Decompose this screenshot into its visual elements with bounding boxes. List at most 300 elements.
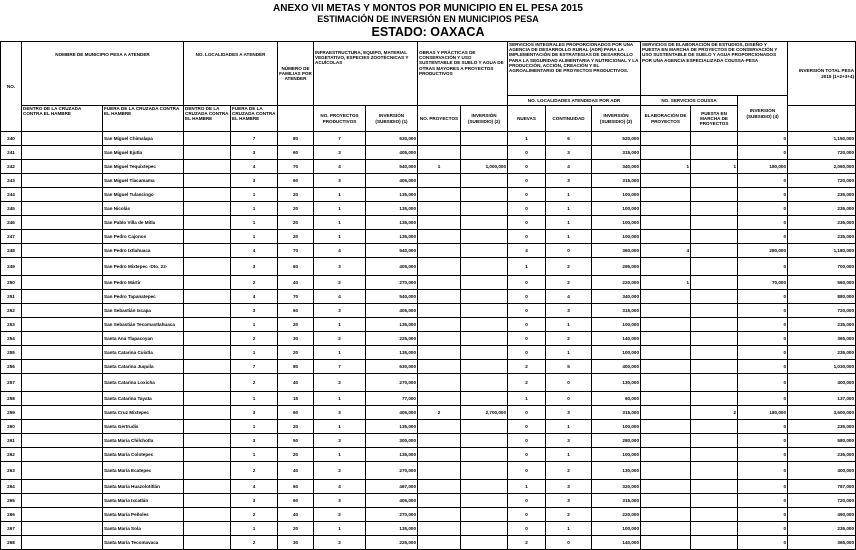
cell-investment-4: 0 bbox=[738, 536, 788, 550]
cell-investment-2: 2,700,000 bbox=[461, 406, 508, 420]
cell-investment-4: 0 bbox=[738, 146, 788, 160]
cell-loc-outside: 3 bbox=[231, 258, 278, 276]
cell-municipality: Santa María Tecomavaca bbox=[103, 536, 184, 550]
cell-new: 1 bbox=[508, 132, 546, 146]
cell-elaboration bbox=[641, 522, 691, 536]
cell-loc-outside: 1 bbox=[231, 346, 278, 360]
cell-total: 365,000 bbox=[788, 332, 856, 346]
cell-projects bbox=[418, 276, 461, 290]
cell-no: 259 bbox=[1, 406, 22, 420]
cell-elaboration bbox=[641, 132, 691, 146]
cell-investment-3: 315,000 bbox=[592, 146, 641, 160]
cell-investment-1: 225,000 bbox=[366, 536, 418, 550]
cell-municipality: Santa Catarina Cuixtla bbox=[103, 346, 184, 360]
table-row bbox=[1, 304, 856, 318]
cell-start-up bbox=[691, 346, 738, 360]
cell-investment-4: 0 bbox=[738, 346, 788, 360]
header-integral-services: SERVICIOS INTEGRALES PROPORCIONADOS POR UNA AGENCIA DE DESARROLLO RURAL (ADR) PARA LA IMPLEMENTACIÓN DE ESTRATEGIAS DE DESARROLLO PARA LA SEGURIDAD ALIMENTARIA Y NUTRICIONAL Y LA PRODUCCIÓN, ACCIÓN, CREACIÓN Y EL AGROALIMENTARIO DE PROYECTOS PRODUCTIVOS. bbox=[508, 42, 641, 96]
cell-start-up bbox=[691, 392, 738, 406]
cell-projects bbox=[418, 494, 461, 508]
cell-elaboration bbox=[641, 304, 691, 318]
cell-continuity: 1 bbox=[546, 230, 592, 244]
cell-investment-2 bbox=[461, 508, 508, 522]
cell-investment-1: 405,000 bbox=[366, 174, 418, 188]
cell-projects bbox=[418, 244, 461, 258]
cell-loc-outside: 1 bbox=[231, 216, 278, 230]
cell-productive-projects: 1 bbox=[314, 346, 366, 360]
cell-families: 20 bbox=[278, 188, 314, 202]
cell-investment-4: 0 bbox=[738, 522, 788, 536]
cell-elaboration bbox=[641, 258, 691, 276]
cell-families: 70 bbox=[278, 244, 314, 258]
cell-total: 365,000 bbox=[788, 536, 856, 550]
cell-loc-outside: 3 bbox=[231, 174, 278, 188]
cell-loc-inside bbox=[184, 304, 231, 318]
cell-no: 262 bbox=[1, 448, 22, 462]
cell-families: 40 bbox=[278, 508, 314, 522]
cell-new: 0 bbox=[508, 406, 546, 420]
cell-investment-4: 0 bbox=[738, 420, 788, 434]
cell-investment-3: 130,000 bbox=[592, 374, 641, 392]
cell-investment-2 bbox=[461, 290, 508, 304]
cell-productive-projects: 3 bbox=[314, 258, 366, 276]
cell-investment-4: 180,000 bbox=[738, 160, 788, 174]
cell-loc-outside: 4 bbox=[231, 244, 278, 258]
header-start-up: PUESTA EN MARCHA DE PROYECTOS bbox=[691, 106, 738, 132]
cell-inside-blank bbox=[22, 392, 103, 406]
cell-investment-2 bbox=[461, 332, 508, 346]
header-continuity: CONTINUIDAD bbox=[546, 106, 592, 132]
cell-loc-inside bbox=[184, 392, 231, 406]
cell-loc-inside bbox=[184, 434, 231, 448]
cell-projects bbox=[418, 462, 461, 480]
cell-start-up bbox=[691, 304, 738, 318]
cell-no: 249 bbox=[1, 258, 22, 276]
cell-continuity: 0 bbox=[546, 244, 592, 258]
cell-productive-projects: 1 bbox=[314, 188, 366, 202]
cell-inside-blank bbox=[22, 480, 103, 494]
cell-municipality: Santa Cruz Mixtepec bbox=[103, 406, 184, 420]
cell-continuity: 3 bbox=[546, 146, 592, 160]
cell-investment-1: 405,000 bbox=[366, 494, 418, 508]
cell-start-up bbox=[691, 258, 738, 276]
cell-no: 240 bbox=[1, 132, 22, 146]
cell-loc-inside bbox=[184, 420, 231, 434]
cell-investment-4: 0 bbox=[738, 360, 788, 374]
cell-loc-outside: 4 bbox=[231, 160, 278, 174]
cell-continuity: 1 bbox=[546, 522, 592, 536]
cell-elaboration bbox=[641, 406, 691, 420]
cell-new: 0 bbox=[508, 188, 546, 202]
cell-projects bbox=[418, 346, 461, 360]
cell-continuity: 2 bbox=[546, 276, 592, 290]
cell-continuity: 1 bbox=[546, 318, 592, 332]
cell-investment-4: 0 bbox=[738, 258, 788, 276]
cell-elaboration bbox=[641, 290, 691, 304]
header-adr-localities: NO. LOCALIDADES ATENDIDAS POR ADR bbox=[508, 96, 641, 106]
cell-municipality: Santa María Chilchotla bbox=[103, 434, 184, 448]
cell-families: 60 bbox=[278, 146, 314, 160]
cell-investment-4: 0 bbox=[738, 132, 788, 146]
cell-start-up bbox=[691, 216, 738, 230]
cell-new: 2 bbox=[508, 536, 546, 550]
cell-projects bbox=[418, 202, 461, 216]
cell-loc-outside: 1 bbox=[231, 188, 278, 202]
cell-new: 0 bbox=[508, 494, 546, 508]
cell-start-up bbox=[691, 290, 738, 304]
cell-no: 244 bbox=[1, 188, 22, 202]
cell-investment-1: 405,000 bbox=[366, 258, 418, 276]
table-row bbox=[1, 332, 856, 346]
cell-start-up bbox=[691, 462, 738, 480]
cell-no: 255 bbox=[1, 346, 22, 360]
cell-no: 243 bbox=[1, 174, 22, 188]
cell-investment-2 bbox=[461, 434, 508, 448]
table-row bbox=[1, 188, 856, 202]
cell-inside-blank bbox=[22, 188, 103, 202]
cell-total: 400,000 bbox=[788, 462, 856, 480]
cell-families: 30 bbox=[278, 536, 314, 550]
table-row bbox=[1, 448, 856, 462]
table-row bbox=[1, 420, 856, 434]
cell-elaboration: 1 bbox=[641, 160, 691, 174]
cell-no: 264 bbox=[1, 480, 22, 494]
cell-investment-1: 135,000 bbox=[366, 522, 418, 536]
cell-productive-projects: 4 bbox=[314, 244, 366, 258]
cell-loc-outside: 3 bbox=[231, 146, 278, 160]
cell-investment-4: 0 bbox=[738, 374, 788, 392]
cell-investment-4: 0 bbox=[738, 174, 788, 188]
cell-loc-inside bbox=[184, 132, 231, 146]
cell-loc-inside bbox=[184, 494, 231, 508]
cell-total: 787,000 bbox=[788, 480, 856, 494]
cell-elaboration: 4 bbox=[641, 244, 691, 258]
cell-investment-1: 135,000 bbox=[366, 318, 418, 332]
cell-loc-outside: 2 bbox=[231, 536, 278, 550]
cell-inside-blank bbox=[22, 420, 103, 434]
cell-investment-4: 0 bbox=[738, 480, 788, 494]
cell-total: 720,000 bbox=[788, 146, 856, 160]
cell-loc-outside: 1 bbox=[231, 318, 278, 332]
cell-investment-3: 100,000 bbox=[592, 216, 641, 230]
cell-continuity: 1 bbox=[546, 202, 592, 216]
cell-elaboration bbox=[641, 174, 691, 188]
header-no: NO. bbox=[1, 42, 22, 132]
cell-families: 80 bbox=[278, 360, 314, 374]
cell-loc-inside bbox=[184, 522, 231, 536]
cell-investment-2 bbox=[461, 494, 508, 508]
cell-continuity: 2 bbox=[546, 332, 592, 346]
cell-loc-outside: 1 bbox=[231, 448, 278, 462]
cell-continuity: 1 bbox=[546, 420, 592, 434]
table-row bbox=[1, 508, 856, 522]
cell-projects bbox=[418, 230, 461, 244]
cell-start-up bbox=[691, 448, 738, 462]
cell-loc-inside bbox=[184, 174, 231, 188]
cell-start-up bbox=[691, 374, 738, 392]
cell-inside-blank bbox=[22, 304, 103, 318]
cell-continuity: 1 bbox=[546, 346, 592, 360]
cell-total: 235,000 bbox=[788, 202, 856, 216]
cell-inside-blank bbox=[22, 290, 103, 304]
cell-new: 0 bbox=[508, 146, 546, 160]
cell-investment-4: 0 bbox=[738, 332, 788, 346]
cell-start-up bbox=[691, 332, 738, 346]
cell-families: 60 bbox=[278, 258, 314, 276]
cell-projects bbox=[418, 174, 461, 188]
cell-start-up bbox=[691, 188, 738, 202]
cell-projects bbox=[418, 374, 461, 392]
cell-productive-projects: 1 bbox=[314, 392, 366, 406]
cell-no: 268 bbox=[1, 536, 22, 550]
cell-families: 40 bbox=[278, 276, 314, 290]
cell-productive-projects: 2 bbox=[314, 332, 366, 346]
cell-projects bbox=[418, 420, 461, 434]
cell-municipality: San Miguel Tlacamama bbox=[103, 174, 184, 188]
cell-elaboration bbox=[641, 392, 691, 406]
cell-investment-1: 540,000 bbox=[366, 290, 418, 304]
cell-projects bbox=[418, 318, 461, 332]
cell-projects bbox=[418, 290, 461, 304]
cell-municipality: San Miguel Tulancingo bbox=[103, 188, 184, 202]
cell-total: 235,000 bbox=[788, 188, 856, 202]
cell-families: 20 bbox=[278, 522, 314, 536]
cell-investment-3: 100,000 bbox=[592, 448, 641, 462]
cell-start-up bbox=[691, 480, 738, 494]
cell-projects: 1 bbox=[418, 160, 461, 174]
cell-inside-blank bbox=[22, 448, 103, 462]
cell-municipality: Santa Catarina Tayata bbox=[103, 392, 184, 406]
cell-no: 241 bbox=[1, 146, 22, 160]
cell-new: 0 bbox=[508, 332, 546, 346]
cell-new: 2 bbox=[508, 360, 546, 374]
header-projects: NO. PROYECTOS bbox=[418, 106, 461, 132]
cell-new: 0 bbox=[508, 346, 546, 360]
cell-investment-4: 0 bbox=[738, 202, 788, 216]
cell-loc-inside bbox=[184, 346, 231, 360]
cell-loc-outside: 4 bbox=[231, 290, 278, 304]
cell-investment-3: 315,000 bbox=[592, 304, 641, 318]
table-row bbox=[1, 360, 856, 374]
cell-investment-1: 270,000 bbox=[366, 508, 418, 522]
cell-start-up bbox=[691, 276, 738, 290]
cell-total: 1,030,000 bbox=[788, 360, 856, 374]
cell-new: 0 bbox=[508, 522, 546, 536]
header-conservation-works: OBRAS Y PRÁCTICAS DE CONSERVACIÓN Y USO SUSTENTABLE DE SUELO Y AGUA DE OTRAS MAYORES A PROYECTOS PRODUCTIVOS bbox=[418, 42, 508, 106]
cell-loc-outside: 1 bbox=[231, 230, 278, 244]
header-infrastructure: INFRAESTRUCTURA, EQUIPO, MATERIAL VEGETATIVO, ESPECIES ZOOTÉCNICAS Y ACUÍCOLAS bbox=[314, 42, 418, 106]
cell-continuity: 0 bbox=[546, 374, 592, 392]
cell-investment-1: 135,000 bbox=[366, 202, 418, 216]
table-body bbox=[1, 132, 856, 550]
cell-no: 258 bbox=[1, 392, 22, 406]
cell-municipality: Santa Ana Tlapacoyan bbox=[103, 332, 184, 346]
cell-projects bbox=[418, 304, 461, 318]
cell-elaboration bbox=[641, 480, 691, 494]
cell-inside-blank bbox=[22, 522, 103, 536]
cell-no: 250 bbox=[1, 276, 22, 290]
cell-start-up bbox=[691, 508, 738, 522]
cell-municipality: San Pedro Mixtepec -Dto. 22- bbox=[103, 258, 184, 276]
cell-no: 256 bbox=[1, 360, 22, 374]
cell-investment-2: 1,000,000 bbox=[461, 160, 508, 174]
cell-elaboration bbox=[641, 420, 691, 434]
cell-no: 257 bbox=[1, 374, 22, 392]
cell-elaboration bbox=[641, 346, 691, 360]
cell-investment-3: 140,000 bbox=[592, 536, 641, 550]
cell-investment-4: 0 bbox=[738, 304, 788, 318]
cell-projects bbox=[418, 216, 461, 230]
cell-start-up: 1 bbox=[691, 160, 738, 174]
cell-new: 1 bbox=[508, 258, 546, 276]
cell-investment-2 bbox=[461, 174, 508, 188]
cell-start-up bbox=[691, 146, 738, 160]
cell-inside-blank bbox=[22, 216, 103, 230]
cell-investment-1: 630,000 bbox=[366, 132, 418, 146]
cell-start-up bbox=[691, 420, 738, 434]
cell-loc-outside: 2 bbox=[231, 374, 278, 392]
cell-investment-4: 0 bbox=[738, 494, 788, 508]
cell-new: 0 bbox=[508, 290, 546, 304]
cell-projects bbox=[418, 434, 461, 448]
cell-loc-outside: 7 bbox=[231, 360, 278, 374]
cell-loc-inside bbox=[184, 202, 231, 216]
cell-investment-3: 100,000 bbox=[592, 188, 641, 202]
cell-families: 20 bbox=[278, 202, 314, 216]
cell-municipality: San Pedro Cajonos bbox=[103, 230, 184, 244]
cell-inside-blank bbox=[22, 244, 103, 258]
cell-loc-inside bbox=[184, 448, 231, 462]
header-total-investment: INVERSIÓN TOTAL PESA 2015 (1+2+3+4) bbox=[788, 42, 856, 106]
table-row bbox=[1, 174, 856, 188]
cell-continuity: 1 bbox=[546, 188, 592, 202]
cell-investment-3: 320,000 bbox=[592, 480, 641, 494]
cell-loc-inside bbox=[184, 332, 231, 346]
cell-start-up bbox=[691, 318, 738, 332]
cell-investment-4: 280,000 bbox=[738, 244, 788, 258]
cell-investment-2 bbox=[461, 462, 508, 480]
investment-table bbox=[0, 41, 856, 550]
cell-loc-inside bbox=[184, 188, 231, 202]
cell-inside-blank bbox=[22, 434, 103, 448]
table-row bbox=[1, 216, 856, 230]
cell-inside-blank bbox=[22, 132, 103, 146]
cell-productive-projects: 2 bbox=[314, 374, 366, 392]
header-coussa-count: NO. SERVICIOS COUSSA bbox=[641, 96, 738, 106]
cell-continuity: 2 bbox=[546, 258, 592, 276]
cell-elaboration bbox=[641, 188, 691, 202]
cell-investment-3: 360,000 bbox=[592, 244, 641, 258]
cell-investment-1: 135,000 bbox=[366, 448, 418, 462]
cell-inside-blank bbox=[22, 160, 103, 174]
header-families-blank bbox=[278, 106, 314, 132]
cell-productive-projects: 4 bbox=[314, 160, 366, 174]
cell-investment-1: 270,000 bbox=[366, 276, 418, 290]
cell-elaboration bbox=[641, 508, 691, 522]
cell-productive-projects: 1 bbox=[314, 522, 366, 536]
cell-total: 490,000 bbox=[788, 508, 856, 522]
cell-municipality: San Pablo Villa de Mitla bbox=[103, 216, 184, 230]
cell-inside-blank bbox=[22, 360, 103, 374]
cell-loc-inside bbox=[184, 258, 231, 276]
cell-total: 137,000 bbox=[788, 392, 856, 406]
cell-families: 20 bbox=[278, 216, 314, 230]
cell-new: 0 bbox=[508, 434, 546, 448]
cell-continuity: 3 bbox=[546, 480, 592, 494]
cell-municipality: San Sebastián Tecomaxtlahuaca bbox=[103, 318, 184, 332]
cell-productive-projects: 2 bbox=[314, 508, 366, 522]
cell-continuity: 2 bbox=[546, 508, 592, 522]
cell-investment-2 bbox=[461, 392, 508, 406]
cell-loc-outside: 1 bbox=[231, 392, 278, 406]
table-row bbox=[1, 244, 856, 258]
cell-inside-blank bbox=[22, 318, 103, 332]
cell-continuity: 0 bbox=[546, 536, 592, 550]
cell-projects bbox=[418, 146, 461, 160]
cell-no: 265 bbox=[1, 494, 22, 508]
cell-inside-blank bbox=[22, 536, 103, 550]
cell-investment-2 bbox=[461, 420, 508, 434]
cell-families: 40 bbox=[278, 374, 314, 392]
table-row bbox=[1, 536, 856, 550]
cell-productive-projects: 1 bbox=[314, 230, 366, 244]
header-municipality-name: NOMBRE DE MUNICIPIO PESA A ATENDER bbox=[22, 42, 184, 106]
state-title: ESTADO: OAXACA bbox=[371, 25, 485, 39]
cell-investment-3: 400,000 bbox=[592, 360, 641, 374]
cell-investment-4: 0 bbox=[738, 434, 788, 448]
cell-municipality: San Pedro Ixtlahuaca bbox=[103, 244, 184, 258]
cell-total: 3,600,000 bbox=[788, 406, 856, 420]
cell-loc-outside: 4 bbox=[231, 480, 278, 494]
cell-projects bbox=[418, 188, 461, 202]
cell-continuity: 3 bbox=[546, 304, 592, 318]
cell-investment-3: 295,000 bbox=[592, 258, 641, 276]
cell-families: 20 bbox=[278, 230, 314, 244]
cell-elaboration bbox=[641, 360, 691, 374]
cell-elaboration bbox=[641, 462, 691, 480]
cell-elaboration bbox=[641, 216, 691, 230]
cell-productive-projects: 3 bbox=[314, 304, 366, 318]
cell-investment-3: 140,000 bbox=[592, 332, 641, 346]
cell-municipality: San Nicolás bbox=[103, 202, 184, 216]
cell-productive-projects: 1 bbox=[314, 318, 366, 332]
cell-investment-1: 135,000 bbox=[366, 188, 418, 202]
cell-elaboration bbox=[641, 202, 691, 216]
cell-continuity: 3 bbox=[546, 494, 592, 508]
cell-loc-inside bbox=[184, 480, 231, 494]
cell-no: 261 bbox=[1, 434, 22, 448]
header-coussa-services: SERVICIOS DE ELABORACIÓN DE ESTUDIOS, DISEÑO Y PUESTA EN MARCHA DE PROYECTOS DE CONSERVACIÓN Y USO SUSTENTABLE DE SUELO Y AGUA PROPORCIONADOS POR UNA AGENCIA ESPECIALIZADA COUSSA-PESA bbox=[641, 42, 788, 96]
cell-loc-inside bbox=[184, 508, 231, 522]
cell-investment-1: 405,000 bbox=[366, 146, 418, 160]
estimation-subtitle: ESTIMACIÓN DE INVERSIÓN EN MUNICIPIOS PESA bbox=[317, 14, 539, 24]
header-total-blank bbox=[788, 106, 856, 132]
cell-inside-blank bbox=[22, 508, 103, 522]
cell-municipality: Santa María Peñoles bbox=[103, 508, 184, 522]
cell-total: 720,000 bbox=[788, 494, 856, 508]
cell-new: 0 bbox=[508, 304, 546, 318]
cell-loc-outside: 2 bbox=[231, 462, 278, 480]
cell-municipality: San Miguel Ejutla bbox=[103, 146, 184, 160]
cell-investment-2 bbox=[461, 480, 508, 494]
table-row bbox=[1, 406, 856, 420]
table-row bbox=[1, 462, 856, 480]
cell-investment-3: 315,000 bbox=[592, 174, 641, 188]
cell-investment-4: 0 bbox=[738, 230, 788, 244]
header-outside-crusade: FUERA DE LA CRUZADA CONTRA EL HAMBRE bbox=[103, 106, 184, 132]
cell-continuity: 3 bbox=[546, 174, 592, 188]
cell-loc-outside: 3 bbox=[231, 434, 278, 448]
